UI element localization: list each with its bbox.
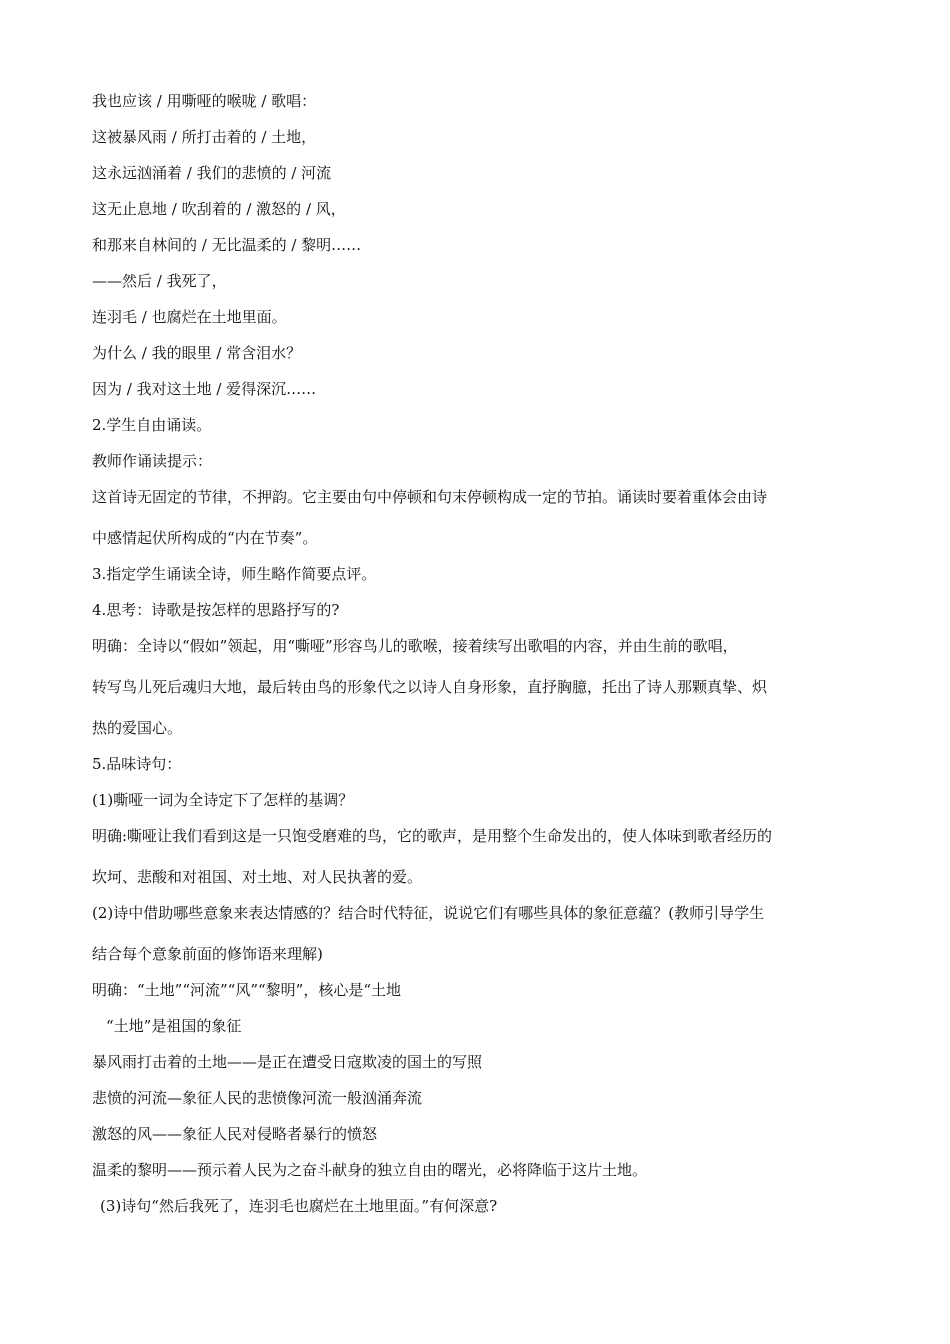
paragraph-line: 明确：全诗以“假如”领起，用“嘶哑”形容鸟儿的歌喉，接着续写出歌唱的内容，并由生前的歌唱， [92,637,738,655]
section-title: 5.品味诗句： [92,755,182,773]
poem-line: 连羽毛 / 也腐烂在土地里面。 [92,308,287,326]
question: (1)嘶哑一词为全诗定下了怎样的基调？ [92,791,354,809]
document-page [92,92,872,1215]
poem-excerpt [92,92,872,398]
paragraph-line: 坎坷、悲酸和对祖国、对土地、对人民执著的爱。 [92,868,423,886]
poem-line: 这无止息地 / 吹刮着的 / 激怒的 / 风， [92,200,346,218]
question: (3)诗句“然后我死了，连羽毛也腐烂在土地里面。”有何深意? [100,1197,498,1215]
answer-item: 悲愤的河流—象征人民的悲愤像河流一般汹涌奔流 [92,1089,423,1107]
paragraph-line: 明确:嘶哑让我们看到这是一只饱受磨难的鸟，它的歌声，是用整个生命发出的，使人体味到歌者经历的 [92,827,773,845]
poem-line: 这永远汹涌着 / 我们的悲愤的 / 河流 [92,164,332,182]
section-5 [92,755,872,1215]
section-title: 2.学生自由诵读。 [92,416,212,434]
answer-intro: 明确：“土地”“河流”“风”“黎明”，核心是“土地 [92,981,402,999]
paragraph-line: 热的爱国心。 [92,719,183,737]
section-2 [92,416,872,547]
tip-label: 教师作诵读提示： [92,452,213,470]
paragraph-line: 转写鸟儿死后魂归大地，最后转由鸟的形象代之以诗人自身形象，直抒胸臆，托出了诗人那颗真挚、炽 [92,678,768,696]
answer-symbol: “土地”是祖国的象征 [106,1017,242,1035]
question: (2)诗中借助哪些意象来表达情感的？结合时代特征，说说它们有哪些具体的象征意蕴？(教师引导学生 [92,904,765,922]
question: 结合每个意象前面的修饰语来理解) [92,945,323,963]
answer-item: 温柔的黎明——预示着人民为之奋斗献身的独立自由的曙光，必将降临于这片土地。 [92,1161,648,1179]
poem-line: 这被暴风雨 / 所打击着的 / 土地， [92,128,317,146]
section-4 [92,601,872,737]
section-title: 4.思考：诗歌是按怎样的思路抒写的? [92,601,340,619]
paragraph-line: 这首诗无固定的节律，不押韵。它主要由句中停顿和句末停顿构成一定的节拍。诵读时要着重体会由诗 [92,488,768,506]
poem-line: 为什么 / 我的眼里 / 常含泪水？ [92,344,302,362]
poem-line: 我也应该 / 用嘶哑的喉咙 / 歌唱： [92,92,317,110]
answer-item: 激怒的风——象征人民对侵略者暴行的愤怒 [92,1125,378,1143]
poem-line: 因为 / 我对这土地 / 爱得深沉…… [92,380,317,398]
answer-item: 暴风雨打击着的土地——是正在遭受日寇欺凌的国土的写照 [92,1053,483,1071]
section-3 [92,565,872,583]
poem-line: 和那来自林间的 / 无比温柔的 / 黎明…… [92,236,362,254]
section-title: 3.指定学生诵读全诗，师生略作简要点评。 [92,565,377,583]
paragraph-line: 中感情起伏所构成的“内在节奏”。 [92,529,318,547]
poem-line: ——然后 / 我死了， [92,272,227,290]
